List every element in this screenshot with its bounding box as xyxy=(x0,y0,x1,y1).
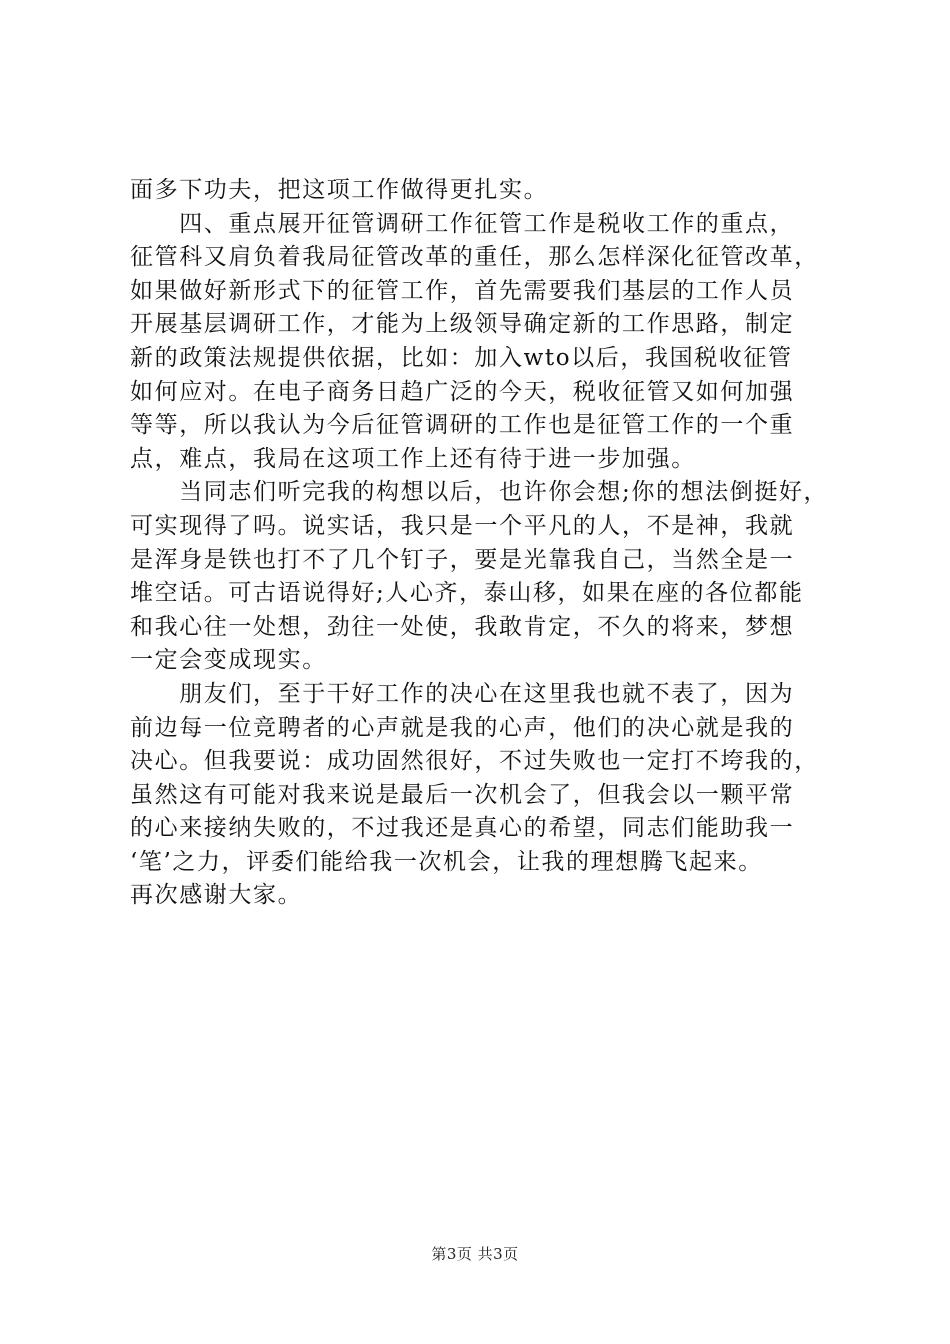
text-line: 如果做好新形式下的征管工作，首先需要我们基层的工作人员 xyxy=(130,277,795,304)
text-line: 再次感谢大家。 xyxy=(130,882,303,909)
text-line: 虽然这有可能对我来说是最后一次机会了，但我会以一颗平常 xyxy=(130,781,795,808)
text-line: 四、重点展开征管调研工作征管工作是税收工作的重点， xyxy=(130,210,795,237)
text-line: 的心来接纳失败的，不过我还是真心的希望，同志们能助我一 xyxy=(130,815,795,842)
text-line: 可实现得了吗。说实话，我只是一个平凡的人，不是神，我就 xyxy=(130,512,795,539)
text-line: 当同志们听完我的构想以后，也许你会想;你的想法倒挺好， xyxy=(130,479,829,506)
text-line: 如何应对。在电子商务日趋广泛的今天，税收征管又如何加强 xyxy=(130,378,795,405)
text-line: 是浑身是铁也打不了几个钉子，要是光靠我自己，当然全是一 xyxy=(130,546,795,573)
text-line: 新的政策法规提供依据，比如：加入wto以后，我国税收征管 xyxy=(130,344,793,371)
text-line: 和我心往一处想，劲往一处使，我敢肯定，不久的将来，梦想 xyxy=(130,613,795,640)
text-line: 等等，所以我认为今后征管调研的工作也是征管工作的一个重 xyxy=(130,412,795,439)
text-line: 面多下功夫，把这项工作做得更扎实。 xyxy=(130,177,549,203)
text-line: 堆空话。可古语说得好;人心齐，泰山移，如果在座的各位都能 xyxy=(130,580,804,607)
page-number-footer: 第3页 共3页 xyxy=(431,1245,519,1263)
body-text xyxy=(130,174,835,913)
text-line: 决心。但我要说：成功固然很好，不过失败也一定打不垮我的， xyxy=(130,748,819,775)
text-line: 点，难点，我局在这项工作上还有待于进一步加强。 xyxy=(130,445,696,472)
text-line: 前边每一位竞聘者的心声就是我的心声，他们的决心就是我的 xyxy=(130,714,795,741)
text-line: 朋友们，至于干好工作的决心在这里我也就不表了，因为 xyxy=(130,680,795,707)
text-line: 开展基层调研工作，才能为上级领导确定新的工作思路，制定 xyxy=(130,311,795,338)
text-line: ‘笔’之力，评委们能给我一次机会，让我的理想腾飞起来。 xyxy=(130,848,763,875)
text-line: 征管科又肩负着我局征管改革的重任，那么怎样深化征管改革， xyxy=(130,244,819,271)
text-line: 一定会变成现实。 xyxy=(130,647,327,674)
